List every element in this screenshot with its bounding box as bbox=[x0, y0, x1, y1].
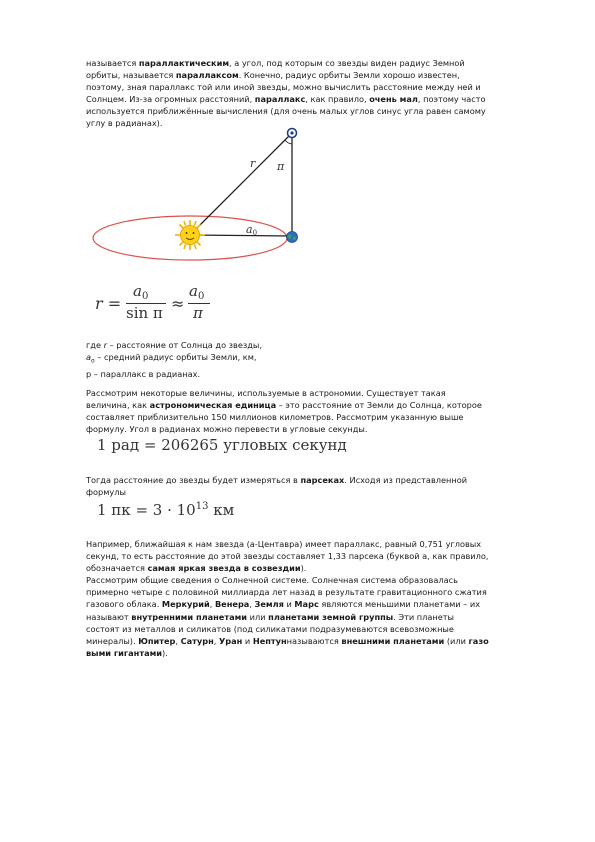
formula-denominator-2: π bbox=[193, 304, 203, 322]
text-line: Рассмотрим некоторые величины, используемые в астрономии. Существует такая bbox=[86, 388, 446, 398]
text-line: состоят из металлов и силикатов (под силикатами подразумеваются всевозможные bbox=[86, 623, 454, 634]
text-line: называют внутренними планетами или планетами земной группы. Эти планеты bbox=[86, 611, 455, 622]
text-line: секунд, то есть расстояние до этой звезды составляет 1,33 парсека (буквой а, как правило, bbox=[86, 551, 489, 562]
text-line: формулы bbox=[86, 487, 126, 498]
text-line: где r – расстояние от Солнца до звезды, bbox=[86, 340, 262, 350]
sun-earth-line bbox=[190, 235, 292, 236]
earth-icon bbox=[287, 232, 298, 243]
formula-lhs: r = bbox=[95, 294, 122, 313]
radius-label: r bbox=[250, 157, 256, 170]
formula-numerator-2: $a_0$ bbox=[189, 282, 205, 302]
text-line: выми гигантами). bbox=[86, 647, 168, 658]
radian-conversion-formula: 1 рад = 206265 угловых секунд bbox=[97, 436, 347, 454]
sun-icon bbox=[175, 220, 205, 250]
parsec-paragraph bbox=[86, 474, 561, 498]
text-line: минералы). Юпитер, Сатурн, Уран и Нептунназываются внешними планетами (или газо bbox=[86, 635, 489, 646]
astronomical-unit-paragraph bbox=[86, 387, 561, 435]
text-line: $a_o$ – средний радиус орбиты Земли, км, bbox=[86, 352, 257, 365]
text-line: формулу. Угол в радианах можно перевести в угловые секунды. bbox=[86, 424, 368, 435]
text-line: Рассмотрим общие сведения о Солнечной системе. Солнечная система образовалась bbox=[86, 575, 458, 586]
text-line: Тогда расстояние до звезды будет измеряться в парсеках. Исходя из представленной bbox=[86, 475, 468, 485]
approx-sign: ≈ bbox=[171, 294, 185, 313]
text-line: обозначается самая яркая звезда в созвездии). bbox=[86, 563, 307, 574]
solar-system-paragraph bbox=[86, 538, 561, 659]
text-line: поэтому, зная параллакс той или иной звезды, можно вычислить расстояние между ней и bbox=[86, 82, 481, 93]
formula-denominator-1: sin π bbox=[126, 304, 163, 322]
text-line: Солнцем. Из-за огромных расстояний, параллакс, как правило, очень мал, поэтому часто bbox=[86, 94, 486, 105]
text-line: величина, как астрономическая единица – это расстояние от Земли до Солнца, которое bbox=[86, 400, 482, 411]
text-line: газового облака. Меркурий, Венера, Земля и Марс являются меньшими планетами – их bbox=[86, 599, 481, 610]
parallax-diagram bbox=[88, 122, 328, 272]
text-line: Например, ближайшая к нам звезда (а-Центавра) имеет параллакс, равный 0,751 угловых bbox=[86, 539, 482, 549]
star-icon bbox=[288, 129, 297, 138]
parsec-formula: 1 пк = $3 \cdot 10^{13}$ км bbox=[97, 501, 235, 519]
text-line: p – параллакс в радианах. bbox=[86, 368, 201, 379]
text-line: углу в радианах). bbox=[86, 118, 163, 129]
text-line: орбиты, называется параллаксом. Конечно, радиус орбиты Земли хорошо известен, bbox=[86, 70, 460, 81]
text-line: примерно четыре с половиной миллиарда лет назад в результате гравитационного сжатия bbox=[86, 587, 487, 598]
intro-paragraph bbox=[86, 57, 561, 130]
parallax-angle-arc bbox=[285, 140, 292, 144]
text-line: называется параллактическим, а угол, под которым со звезды виден радиус Земной bbox=[86, 58, 465, 68]
formula-numerator-1: $a_0$ bbox=[133, 282, 149, 302]
orbit-radius-label: a0 bbox=[246, 223, 258, 237]
formula-legend bbox=[86, 339, 561, 380]
text-line: составляет приблизительно 150 миллионов километров. Рассмотрим указанную выше bbox=[86, 412, 464, 423]
parallax-angle-label: π bbox=[277, 160, 285, 173]
text-line: используется приближённые вычисления (для очень малых углов синус угла равен самому bbox=[86, 106, 486, 117]
distance-formula bbox=[95, 282, 225, 328]
